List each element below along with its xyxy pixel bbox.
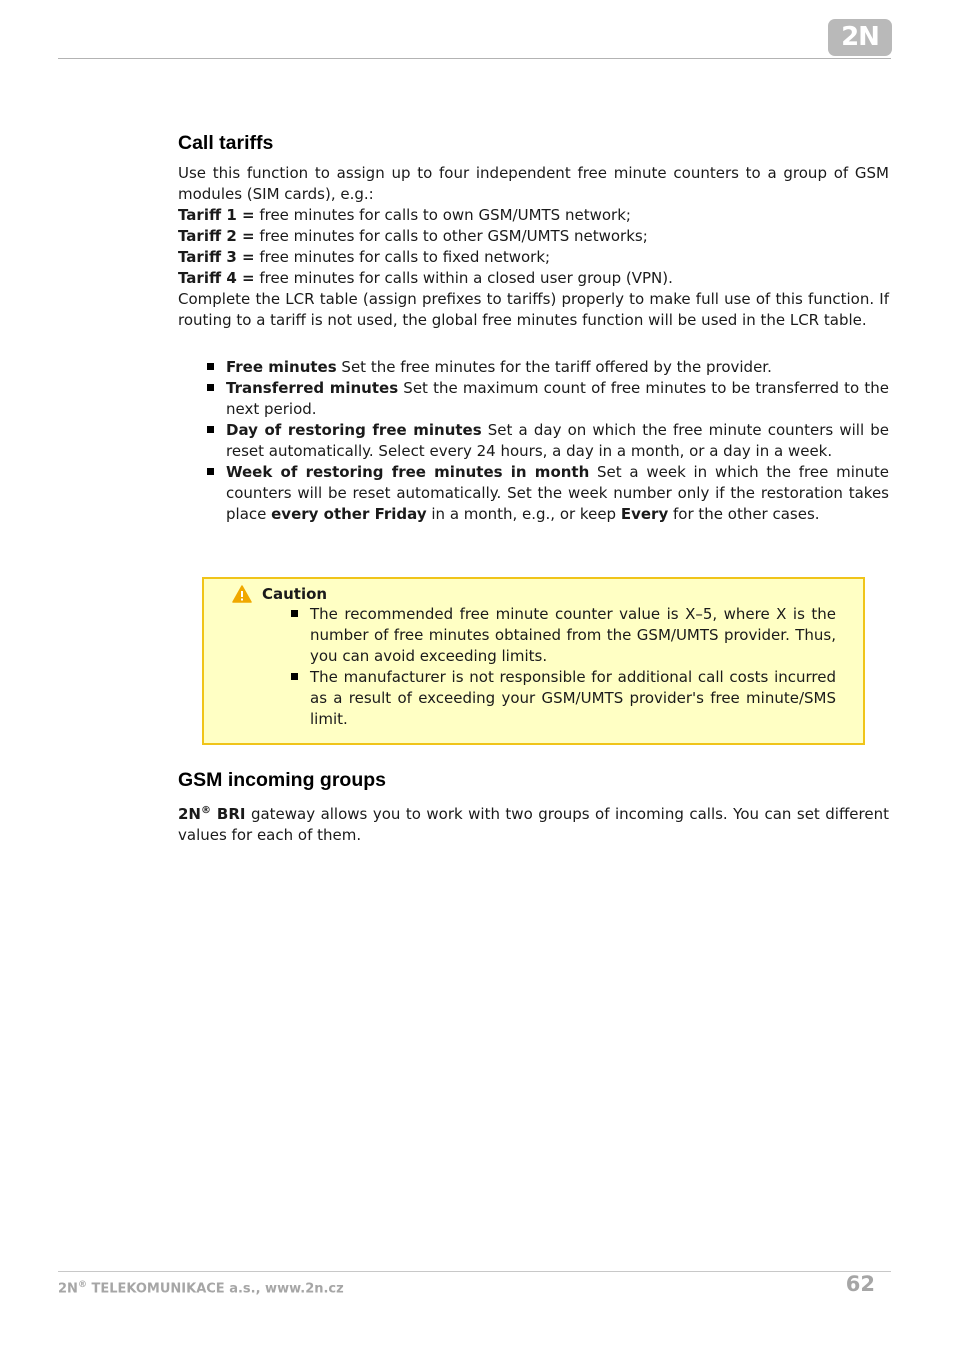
caution-item: The manufacturer is not responsible for additional call costs incurred as a result of exceeding your GSM/UMTS provider's free minute/SMS limit. [310, 668, 836, 728]
list-item-emphasis: every other Friday [271, 505, 427, 523]
settings-list [226, 357, 889, 525]
header-divider [58, 58, 891, 59]
tariff-label: Tariff 3 = [178, 248, 255, 266]
tariff-text: free minutes for calls to fixed network; [254, 248, 551, 266]
product-name: BRI [211, 805, 246, 823]
list-item [226, 462, 889, 525]
brand-logo [828, 19, 892, 56]
list-item-text: Set a week in which the free minute counters will be reset automatically. Set the week number only if the restoration takes place [226, 463, 889, 523]
tariff-text: free minutes for calls to own GSM/UMTS network; [254, 206, 631, 224]
caution-title: Caution [262, 585, 328, 603]
tariff-line [178, 268, 673, 289]
footer-divider [58, 1271, 891, 1272]
list-item-term: Transferred minutes [226, 379, 399, 397]
list-item-term: Free minutes [226, 358, 337, 376]
list-item-text: Set the free minutes for the tariff offered by the provider. [336, 358, 772, 376]
section-title-call-tariffs: Call tariffs [178, 132, 274, 154]
list-item-text: Set the maximum count of free minutes to be transferred to the next period. [226, 379, 889, 418]
paragraph-text: gateway allows you to work with two groups of incoming calls. You can set different values for each of them. [178, 805, 889, 844]
footer-brand: 2N [58, 1281, 78, 1297]
logo-text: 2N [841, 22, 879, 52]
caution-box [202, 577, 865, 745]
tariff-label: Tariff 1 = [178, 206, 255, 224]
tariff-line [178, 247, 550, 268]
list-item-text: for the other cases. [668, 505, 820, 523]
page-number: 62 [845, 1272, 875, 1296]
tariff-label: Tariff 4 = [178, 269, 255, 287]
caution-list [310, 604, 836, 730]
intro-paragraph: Use this function to assign up to four independent free minute counters to a group of GSM modules (SIM cards), e.g.: [178, 164, 889, 203]
list-item [226, 357, 889, 378]
tariff-label: Tariff 2 = [178, 227, 255, 245]
list-item-term: Week of restoring free minutes in month [226, 463, 590, 481]
lcr-paragraph: Complete the LCR table (assign prefixes to tariffs) properly to make full use of this function. If routing to a tariff is not used, the global free minutes function will be used in the LCR table. [178, 290, 889, 329]
tariff-text: free minutes for calls to other GSM/UMTS networks; [254, 227, 648, 245]
footer-company [58, 1280, 344, 1296]
section-title-gsm-incoming-groups: GSM incoming groups [178, 769, 386, 791]
tariff-text: free minutes for calls within a closed user group (VPN). [254, 269, 673, 287]
list-item-text: Set a day on which the free minute counters will be reset automatically. Select every 24 hours, a day in a month, or a day in a week. [226, 421, 889, 460]
tariff-line [178, 205, 631, 226]
warning-icon [232, 585, 252, 603]
list-item-emphasis: Every [620, 505, 669, 523]
caution-item: The recommended free minute counter value is X–5, where X is the number of free minutes obtained from the GSM/UMTS provider. Thus, you can avoid exceeding limits. [310, 605, 836, 665]
list-item [226, 378, 889, 420]
list-item-term: Day of restoring free minutes [226, 421, 482, 439]
list-item [226, 420, 889, 462]
tariff-line [178, 226, 648, 247]
brand-name: 2N [178, 805, 201, 823]
registered-mark: ® [201, 805, 211, 816]
gsm-groups-paragraph [178, 804, 889, 846]
footer-company-text: TELEKOMUNIKACE a.s., www.2n.cz [86, 1281, 344, 1297]
list-item-text: in a month, e.g., or keep [426, 505, 621, 523]
footer-registered-mark: ® [77, 1280, 87, 1290]
